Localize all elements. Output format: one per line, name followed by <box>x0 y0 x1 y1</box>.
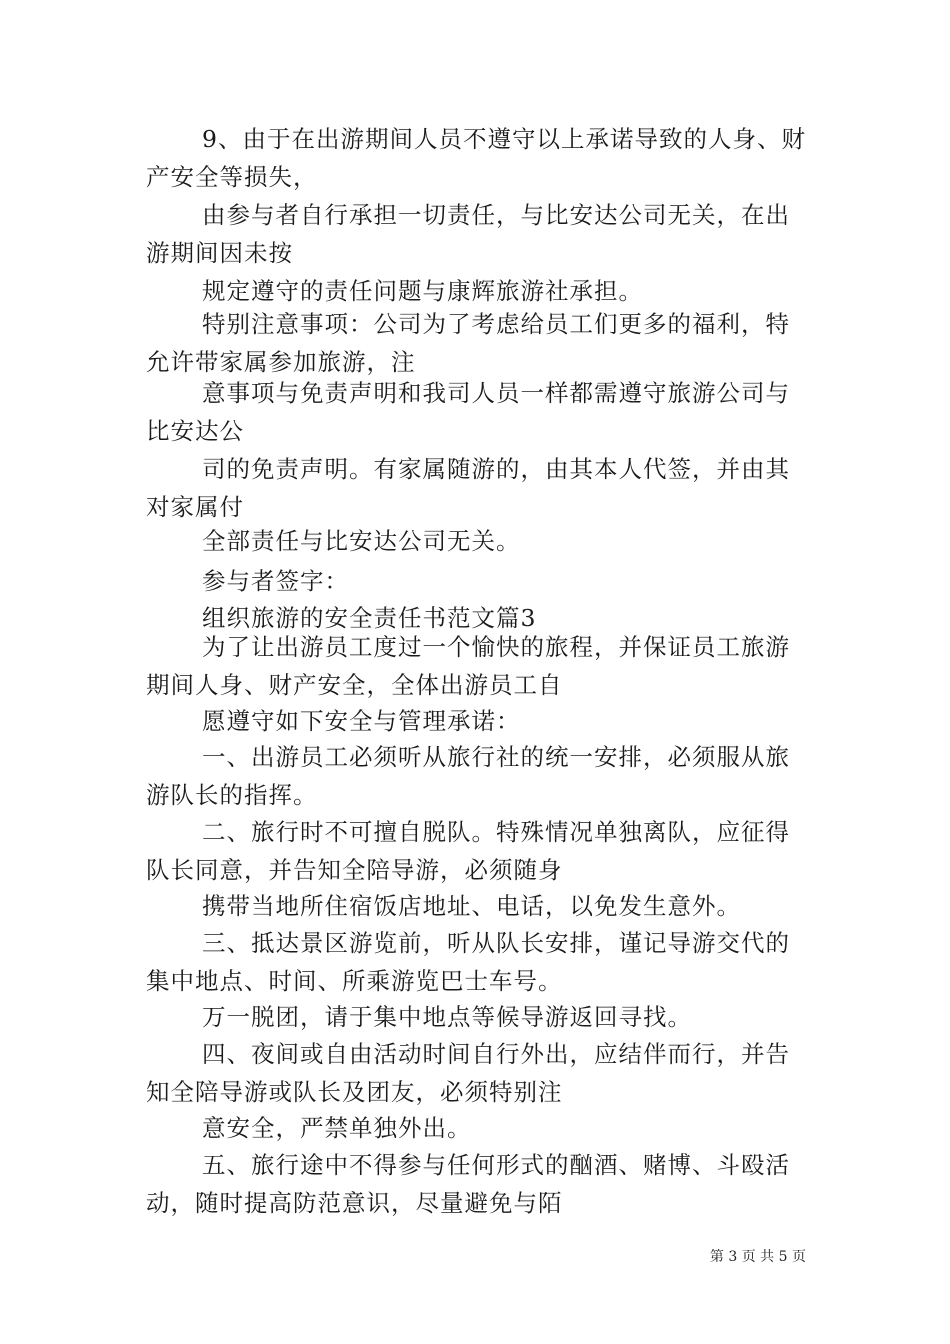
paragraph: 携带当地所住宿饭店地址、电话，以免发生意外。 <box>202 892 741 920</box>
paragraph: 特别注意事项：公司为了考虑给员工们更多的福利，特允许带家属参加旅游，注 <box>146 310 790 376</box>
paragraph: 愿遵守如下安全与管理承诺： <box>202 707 521 735</box>
paragraph: 四、夜间或自由活动时间自行外出，应结伴而行，并告知全陪导游或队长及团友，必须特别注 <box>146 1040 790 1106</box>
page-number: 第 3 页 共 5 页 <box>709 1249 806 1265</box>
paragraph: 规定遵守的责任问题与康辉旅游社承担。 <box>202 277 643 305</box>
section-title: 组织旅游的安全责任书范文篇3 <box>202 604 537 632</box>
paragraph: 全部责任与比安达公司无关。 <box>202 527 521 555</box>
signature-line: 参与者签字： <box>202 567 349 595</box>
paragraph: 二、旅行时不可擅自脱队。特殊情况单独离队，应征得队长同意，并告知全陪导游，必须随身 <box>146 818 790 884</box>
paragraph: 由参与者自行承担一切责任，与比安达公司无关，在出游期间因未按 <box>146 201 790 267</box>
paragraph: 意事项与免责声明和我司人员一样都需遵守旅游公司与比安达公 <box>146 379 790 445</box>
paragraph: 意安全，严禁单独外出。 <box>202 1114 472 1142</box>
paragraph: 万一脱团，请于集中地点等候导游返回寻找。 <box>202 1003 692 1031</box>
paragraph: 一、出游员工必须听从旅行社的统一安排，必须服从旅游队长的指挥。 <box>146 743 790 809</box>
paragraph: 9、由于在出游期间人员不遵守以上承诺导致的人身、财产安全等损失， <box>146 125 806 191</box>
paragraph: 司的免责声明。有家属随游的，由其本人代签，并由其对家属付 <box>146 455 790 521</box>
paragraph: 五、旅行途中不得参与任何形式的酗酒、赌博、斗殴活动，随时提高防范意识，尽量避免与陌 <box>146 1151 790 1217</box>
paragraph: 三、抵达景区游览前，听从队长安排，谨记导游交代的集中地点、时间、所乘游览巴士车号。 <box>146 929 790 995</box>
paragraph: 为了让出游员工度过一个愉快的旅程，并保证员工旅游期间人身、财产安全，全体出游员工自 <box>146 633 790 699</box>
